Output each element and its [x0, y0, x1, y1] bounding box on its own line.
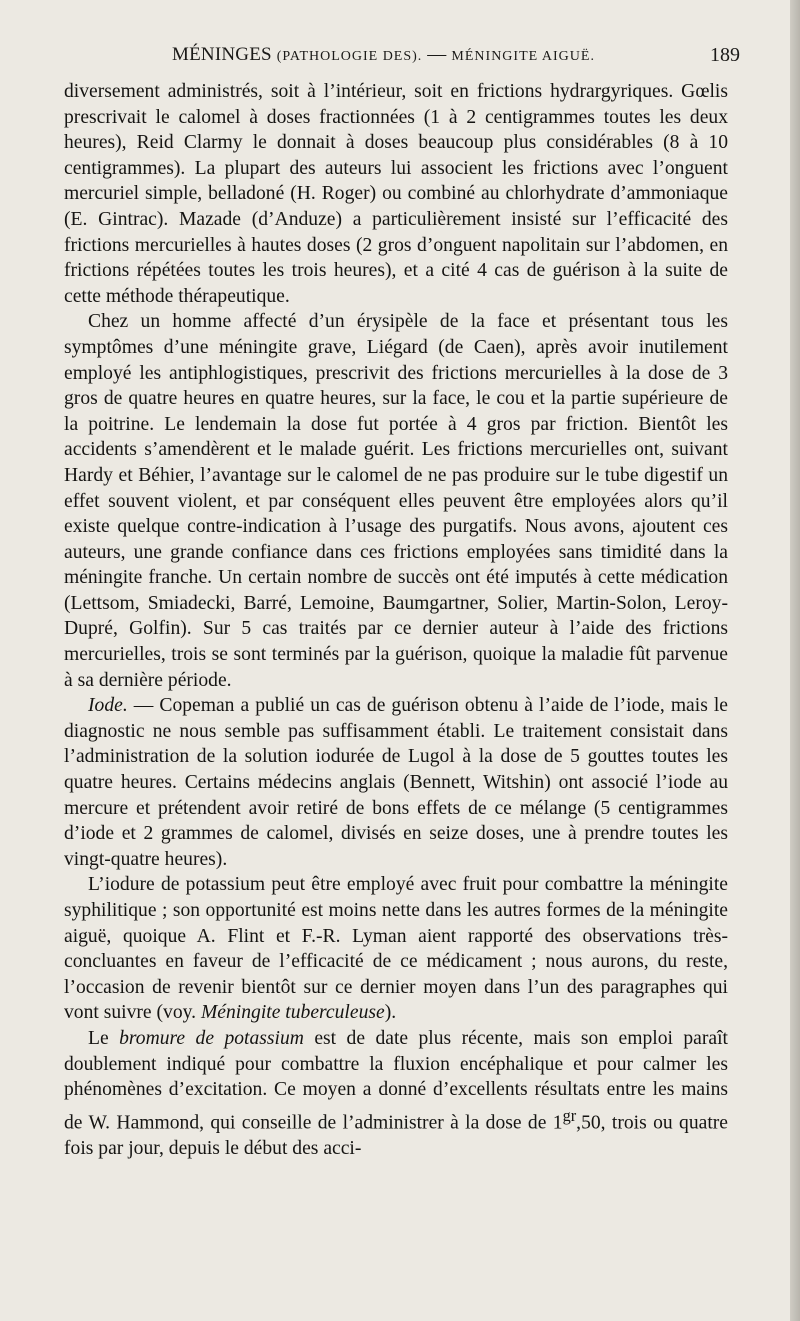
page-number: 189: [710, 44, 740, 66]
paragraph-3-text: — Copeman a publié un cas de guérison obtenu à l’aide de l’iode, mais le diagnostic ne nous semble pas suffisamment établi. Le traitement consistait dans l’administration de la solution iodurée de Lugol à la dose de 5 gouttes toutes les quatre heures. Certains médecins anglais (Bennett, Witshin) ont associé l’iode au mercure et prétendent avoir retiré de bons effets de ce mélange (5 centigrammes d’iode et 2 grammes de calomel, divisés en seize doses, une à prendre toutes les vingt-quatre heures).: [64, 695, 728, 870]
paragraph-3: [64, 693, 728, 872]
page-edge-shadow: [790, 0, 800, 1321]
term-bromure-de-potassium: bromure de potassium: [119, 1027, 304, 1049]
paragraph-4-text-a: L’iodure de potassium peut être employé avec fruit pour combattre la méningite syphilitique ; son opportunité est moins nette dans les autres formes de la méningite aiguë, quoique A. Flint et F.-R. Lyman aient rapporté des observations très-concluantes en faveur de l’efficacité de ce médicament ; nous aurons, du reste, l’occasion de revenir bientôt sur ce dernier moyen dans l’un des paragraphes qui vont suivre (voy.: [64, 874, 728, 1024]
title-sub: MÉNINGITE AIGUË.: [451, 49, 595, 64]
body-text: [64, 79, 728, 1161]
unit-gramme-superscript: gr: [562, 1105, 577, 1125]
paragraph-5: [64, 1026, 728, 1162]
title-paren: (PATHOLOGIE DES).: [276, 49, 423, 64]
running-header: [64, 44, 740, 76]
paragraph-4: [64, 872, 728, 1026]
paragraph-5-text-c: ,50, trois ou quatre fois par jour, depuis le début des acci-: [64, 1112, 728, 1159]
paragraph-5-text-a: Le: [88, 1027, 120, 1049]
reference-meningite-tuberculeuse: Méningite tuberculeuse: [200, 1002, 385, 1024]
paragraph-4-text-b: ).: [384, 1002, 397, 1024]
paragraph-2: Chez un homme affecté d’un érysipèle de la face et présentant tous les symptômes d’une méningite grave, Liégard (de Caen), après avoir inutilement employé les antiphlogistiques, prescrivit des frictions mercurielles à la dose de 3 gros de quatre heures en quatre heures, sur la face, le cou et la partie supérieure de la poitrine. Le lendemain la dose fut portée à 4 gros par friction. Bientôt les accidents s’amendèrent et le malade guérit. Les frictions mercurielles ont, suivant Hardy et Béhier, l’avantage sur le calomel de ne pas produire sur le tube digestif un effet souvent violent, et par conséquent elles peuvent être employées alors qu’il existe quelque contre-indication à l’usage des purgatifs. Nous avons, ajoutent ces auteurs, une grande confiance dans ces frictions employées sans timidité dans la méningite franche. Un certain nombre de succès ont été imputés à cette médication (Lettsom, Smiadecki, Barré, Lemoine, Baumgartner, Solier, Martin-Solon, Leroy-Dupré, Golfin). Sur 5 cas traités par ce dernier auteur à l’aide des frictions mercurielles, trois se sont terminés par la guérison, quoique la maladie fût parvenue à sa dernière période.: [64, 311, 728, 691]
paragraph-1: diversement administrés, soit à l’intérieur, soit en frictions hydrargyriques. Gœlis prescrivait le calomel à doses fractionnées (1 à 2 centigrammes toutes les deux heures), Reid Clarmy le donnait à doses beaucoup plus considérables (8 à 10 centigrammes). La plupart des auteurs lui associent les frictions avec l’onguent mercuriel simple, belladoné (H. Roger) ou combiné au chlorhydrate d’ammoniaque (E. Gintrac). Mazade (d’Anduze) a particulièrement insisté sur l’efficacité des frictions mercurielles à hautes doses (2 gros d’onguent napolitain sur l’abdomen, en frictions répétées toutes les trois heures), et a cité 4 cas de guérison à la suite de cette méthode thérapeutique.: [64, 81, 728, 307]
title-main: MÉNINGES: [172, 44, 272, 65]
running-title: [172, 44, 595, 66]
section-label-iode: Iode.: [88, 695, 128, 717]
title-dash: —: [427, 44, 447, 65]
paragraph-5-text-b: est de date plus récente, mais son emploi paraît doublement indiqué pour combattre la fluxion encéphalique et pour calmer les phénomènes d’excitation. Ce moyen a donné d’excellents résultats entre les mains de W. Hammond, qui conseille de l’administrer à la dose de 1: [64, 1027, 728, 1134]
